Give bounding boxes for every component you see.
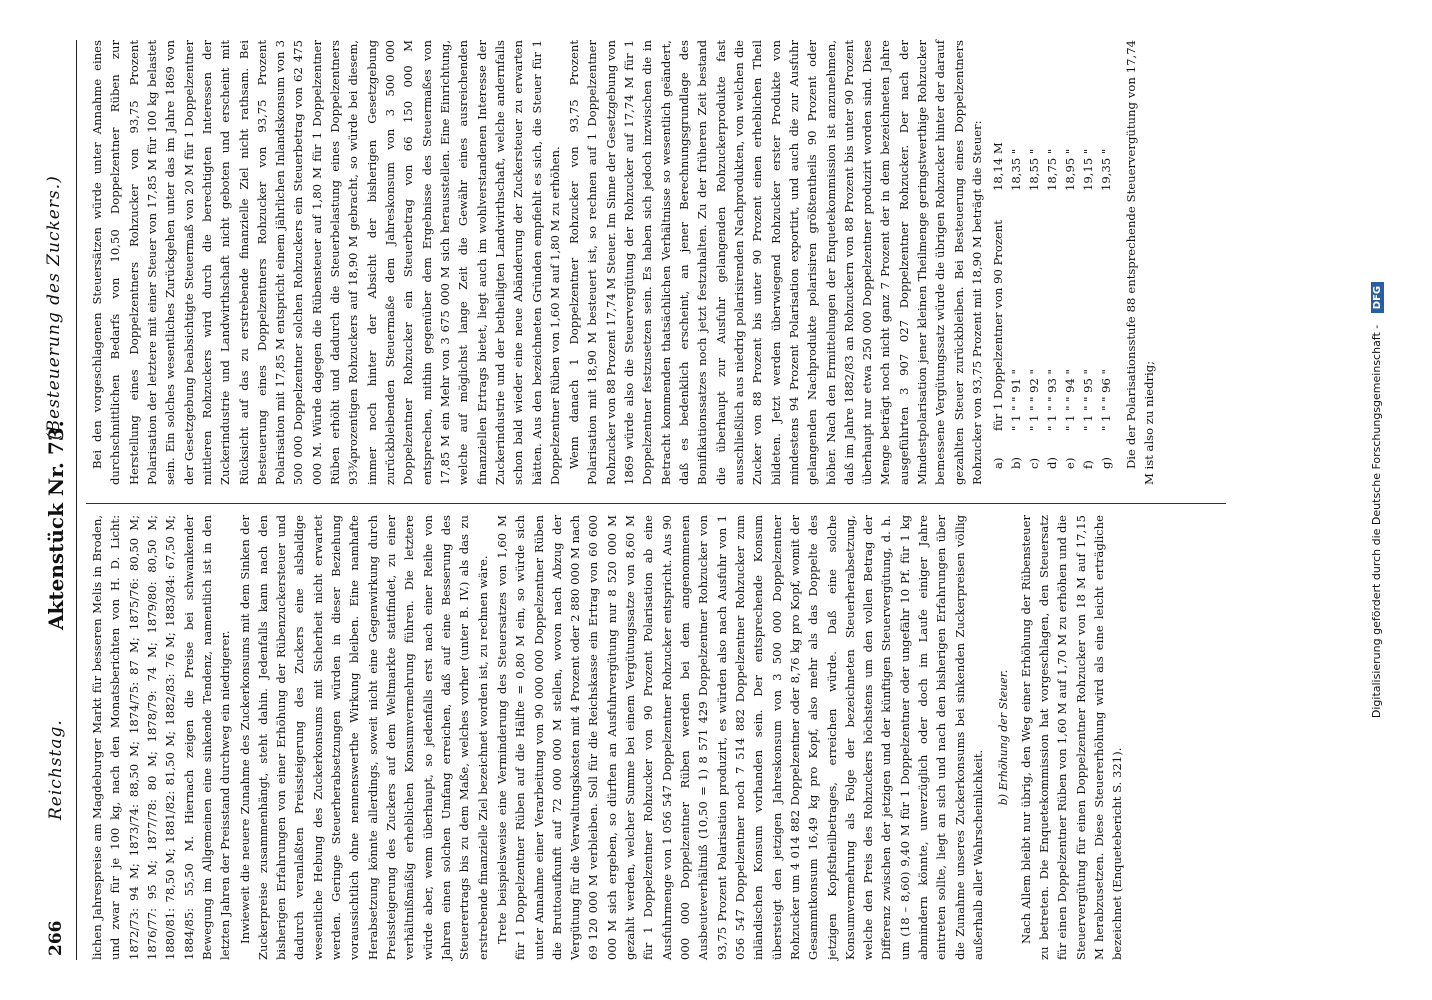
header-left-title: Reichstag. — [46, 719, 66, 820]
list-item: d) " 1 " " 93 " 18,75 " — [1045, 148, 1060, 469]
list-item: g) " 1 " " 96 " 19,35 " — [1099, 148, 1114, 469]
list-item: e) " 1 " " 94 " 18,95 " — [1063, 148, 1078, 469]
list-item: c) " 1 " " 92 " 18,55 " — [1027, 148, 1042, 469]
left-column — [88, 515, 1128, 960]
paragraph: Bei den vorgeschlagenen Steuersätzen würde unter Annahme eines durchschnittlichen Bedarfs von 10,50 Doppelzentner Rüben zur Herstellung eines Doppelzentners Rohzucker von 93,75 Prozent Polarisation der letztere mit einer Steuer von 17,85 M für 100 kg belastet sein. Ein solches wesentliches Zurückgehen unter das im Jahre 1869 von der Gesetzgebung beabsichtigte Steuermaß von 20 M für 1 Doppelzentner mittleren Rohzuckers wird durch die berechtigten Interessen der Zuckerindustrie und Landwirthschaft nicht geboten und erscheint mit Rücksicht auf das zu erstrebende finanzielle Ziel nicht rathsam. Bei Besteuerung eines Doppelzentners Rohzucker von 93,75 Prozent Polarisation mit 17,85 M entspricht einem jährlichen Inlandskonsum von 3 500 000 Doppelzentner solchen Rohzuckers ein Steuerbetrag von 62 475 000 M. Würde dagegen die Rübensteuer auf 1,80 M für 1 Doppelzentner Rüben erhöht und dadurch die Steuerbelastung eines Doppelzentners 93¾prozentigen Rohzuckers auf 18,90 M gebracht, so würde bei diesem, immer noch hinter der Absicht der bisherigen Gesetzgebung zurückbleibenden Steuermaße dem Jahreskonsum von 3 500 000 Doppelzentner Rohzucker ein Steuerbetrag von 66 150 000 M entsprechen, mithin gegenüber dem Ergebnisse des Steuermaßes von 17,85 M ein Mehr von 3 675 000 M sich herausstellen. Eine Einrichtung, welche auf möglichst lange Zeit die Gewähr eines ausreichenden finanziellen Ertrags bietet, liegt auch im wohlverstandenen Interesse der Zuckerindustrie und der betheiligten Landwirthschaft, welche andernfalls schon bald wieder eine neue Abänderung der Zuckersteuer zu erwarten hätten. Aus den bezeichneten Gründen empfiehlt es sich, die Steuer für 1 Doppelzentner Rüben von 1,60 M auf 1,80 M zu erhöhen. — [90, 40, 562, 485]
list-item: f) " 1 " " 95 " 19,15 " — [1081, 148, 1096, 469]
paragraph: lichen Jahrespreise am Magdeburger Markt für besseren Melis in Broden, und zwar für je 100 kg, nach den Monatsberichten von H. D. Licht: 1872/73: 94 M; 1873/74: 88,50 M; 1874/75: 87 M; 1875/76: 80,50 M; 1876/77: 95 M; 1877/78: 80 M; 1878/79: 74 M; 1879/80: 80,50 M; 1880/81: 78,50 M; 1881/82: 81,50 M; 1882/83: 76 M; 1883/84: 67,50 M; 1884/85: 55,50 M. Hiernach zeigen die Preise bei schwankender Bewegung im Allgemeinen eine sinkende Tendenz, namentlich ist in den letzten Jahren der Preisstand durchweg ein niedrigerer. — [90, 515, 233, 960]
page-number: 266 — [46, 920, 66, 956]
header-right-title: (Besteuerung des Zuckers.) — [44, 175, 64, 440]
paragraph: Nach Allem bleibt nur übrig, den Weg einer Erhöhung der Rübensteuer zu betreten. Die Enquetekommission hat vorgeschlagen, den Steuersatz für einen Doppelzentner Rüben von 1,60 M auf 1,70 M zu erhöhen und die Steuervergütung für einen Doppelzentner Rohzucker von 18 M auf 17,15 M herabzusetzen. Diese Steuererhöhung wird als eine leicht erträgliche bezeichnet (Enquetebericht S. 321). — [1018, 515, 1125, 960]
paragraph: Inwieweit die neuere Zunahme des Zuckerkonsums mit dem Sinken der Zuckerpreise zusammenhängt, steht dahin. Jedenfalls kann nach den bisherigen Erfahrungen von einer Erhöhung der Rübenzuckersteuer und dadurch veranlaßten Preissteigerung des Zuckers eine alsbaldige wesentliche Hebung des Zuckerkonsums mit Sicherheit nicht erwartet werden. Geringe Steuerherabsetzungen würden in dieser Beziehung voraussichtlich ohne nennenswerthe Wirkung bleiben. Eine namhafte Herabsetzung könnte allerdings, soweit nicht eine Gegenwirkung durch Preissteigerung des Zuckers auf dem Weltmarkte stattfindet, zu einer verhältnißmäßig erheblichen Konsumvermehrung führen. Die letztere würde aber, wenn überhaupt, so jedenfalls erst nach einer Reihe von Jahren einen solchen Umfang erreichen, daß auf eine Besserung des Steuerertrags bis zu dem Maße, welches vorher (unter B. IV.) als das zu erstrebende finanzielle Ziel bezeichnet worden ist, zu rechnen wäre. — [237, 515, 490, 960]
page-header — [40, 40, 77, 960]
header-document-number: Aktenstück Nr. 73. — [44, 420, 68, 630]
tax-rate-list — [990, 40, 1116, 469]
paragraph: Die der Polarisationsstufe 88 entsprechende Steuervergütung von 17,74 M ist also zu niedrig; — [1124, 40, 1157, 485]
credit-text: Digitalisierung gefördert durch die Deutsche Forschungsgemeinschaft - — [1370, 324, 1383, 719]
section-subheading: b) Erhöhung der Steuer. — [997, 669, 1011, 806]
paragraph: Wenn danach 1 Doppelzentner Rohzucker von 93,75 Prozent Polarisation mit 18,90 M besteuert ist, so rechnen auf 1 Doppelzentner Rohzucker von 88 Prozent 17,74 M Steuer. Im Sinne der Gesetzgebung von 1869 würde also die Steuervergütung der Rohzucker auf 17,74 M für 1 Doppelzentner festzusetzen sein. Es haben sich jedoch inzwischen die in Betracht kommenden thatsächlichen Verhältnisse so wesentlich geändert, daß es bedenklich erscheint, an jener Berechnungsgrundlage des Bonifikationssatzes noch jetzt festzuhalten. Zu der früheren Zeit bestand die überhaupt zur Ausfuhr gelangenden Rohzuckerprodukte fast ausschließlich aus niedrig polarisirenden Nachprodukten, von welchen die Zucker von 88 Prozent bis unter 90 Prozent einen erheblichen Theil bildeten. Jetzt werden überwiegend Rohzucker erster Produkte von mindestens 94 Prozent Polarisation exportirt, und auch die zur Ausfuhr gelangenden Nachprodukte polarisiren größtentheils 90 Prozent oder höher. Nach den Ermittelungen der Enquetekommission ist anzunehmen, daß im Jahre 1882/83 an Rohzuckern von 88 Prozent bis unter 90 Prozent überhaupt nur etwa 250 000 Doppelzentner produzirt worden sind. Diese Menge beträgt noch nicht ganz 7 Prozent der in dem bezeichneten Jahre ausgeführten 3 907 027 Doppelzentner Rohzucker. Der nach der Mindestpolarisation jener kleinen Theilmenge geringstwerthige Rohzucker bemessene Vergütungssatz würde die übrigen Rohzucker hinter der darauf gezahlten Steuer zurückbleiben. Bei Besteuerung eines Doppelzentners Rohzucker von 93,75 Prozent mit 18,90 M beträgt die Steuer: — [567, 40, 984, 485]
paragraph: Trete beispielsweise eine Verminderung des Steuersatzes von 1,60 M für 1 Doppelzentner Rüben auf die Hälfte = 0,80 M ein, so würde sich unter Annahme einer Verarbeitung von 90 000 000 Doppelzentner Rüben die Bruttoaufkunft auf 72 000 000 M stellen, wovon nach Abzug der Vergütung für die Verwaltungskosten mit 4 Prozent oder 2 880 000 M nach 69 120 000 M verbleiben. Soll für die Reichskasse ein Ertrag von 60 600 000 M sich ergeben, so dürften an Ausfuhrvergütung nur 8 520 000 M gezahlt werden, welcher Summe bei einem Vergütungssatze von 8,60 M für 1 Doppelzentner Rohzucker von 90 Prozent Polarisation ab eine Ausfuhrmenge von 1 056 547 Doppelzentner Rohzucker entspricht. Aus 90 000 000 Doppelzentner Rüben werden bei dem angenommenen Ausbeuteverhältniß (10,50 = 1) 8 571 429 Doppelzentner Rohzucker von 93,75 Prozent Polarisation produzirt, es würden also nach Ausfuhr von 1 056 547 Doppelzentner noch 7 514 882 Doppelzentner Rohzucker zum inländischen Konsum vorhanden sein. Der entsprechende Konsum übersteigt den jetzigen Jahreskonsum von 3 500 000 Doppelzentner Rohzucker um 4 014 882 Doppelzentner oder 8,76 kg pro Kopf, womit der Gesammtkonsum 16,49 kg pro Kopf, also mehr als das Doppelte des jetzigen Kopfstheilbetrages, erreichen würde. Daß eine solche Konsumvermehrung als Folge der bezeichneten Steuerherabsetzung, welche den Preis des Rohzuckers höchstens um den vollen Betrag der Differenz zwischen der jetzigen und der künftigen Steuervergütung, d. h. um (18 – 8,60) 9,40 M für 1 Doppelzentner oder ungefähr 10 Pf. für 1 kg abmindern könnte, unverzüglich oder doch im Laufe einiger Jahre eintreten sollte, liegt an sich und nach den bisherigen Erfahrungen über die Zunahme unseres Zuckerkonsums bei sinkenden Zuckerpreisen völlig außerhalb aller Wahrscheinlichkeit. — [494, 515, 985, 960]
list-item: b) " 1 " " 91 " 18,35 " — [1009, 148, 1024, 469]
digitization-credit — [1370, 0, 1394, 1000]
dfg-logo: DFG — [1371, 282, 1384, 313]
right-column — [88, 40, 1160, 485]
column-divider — [86, 503, 1226, 504]
list-item: a) für 1 Doppelzentner von 90 Prozent 18,14 M — [991, 142, 1006, 469]
